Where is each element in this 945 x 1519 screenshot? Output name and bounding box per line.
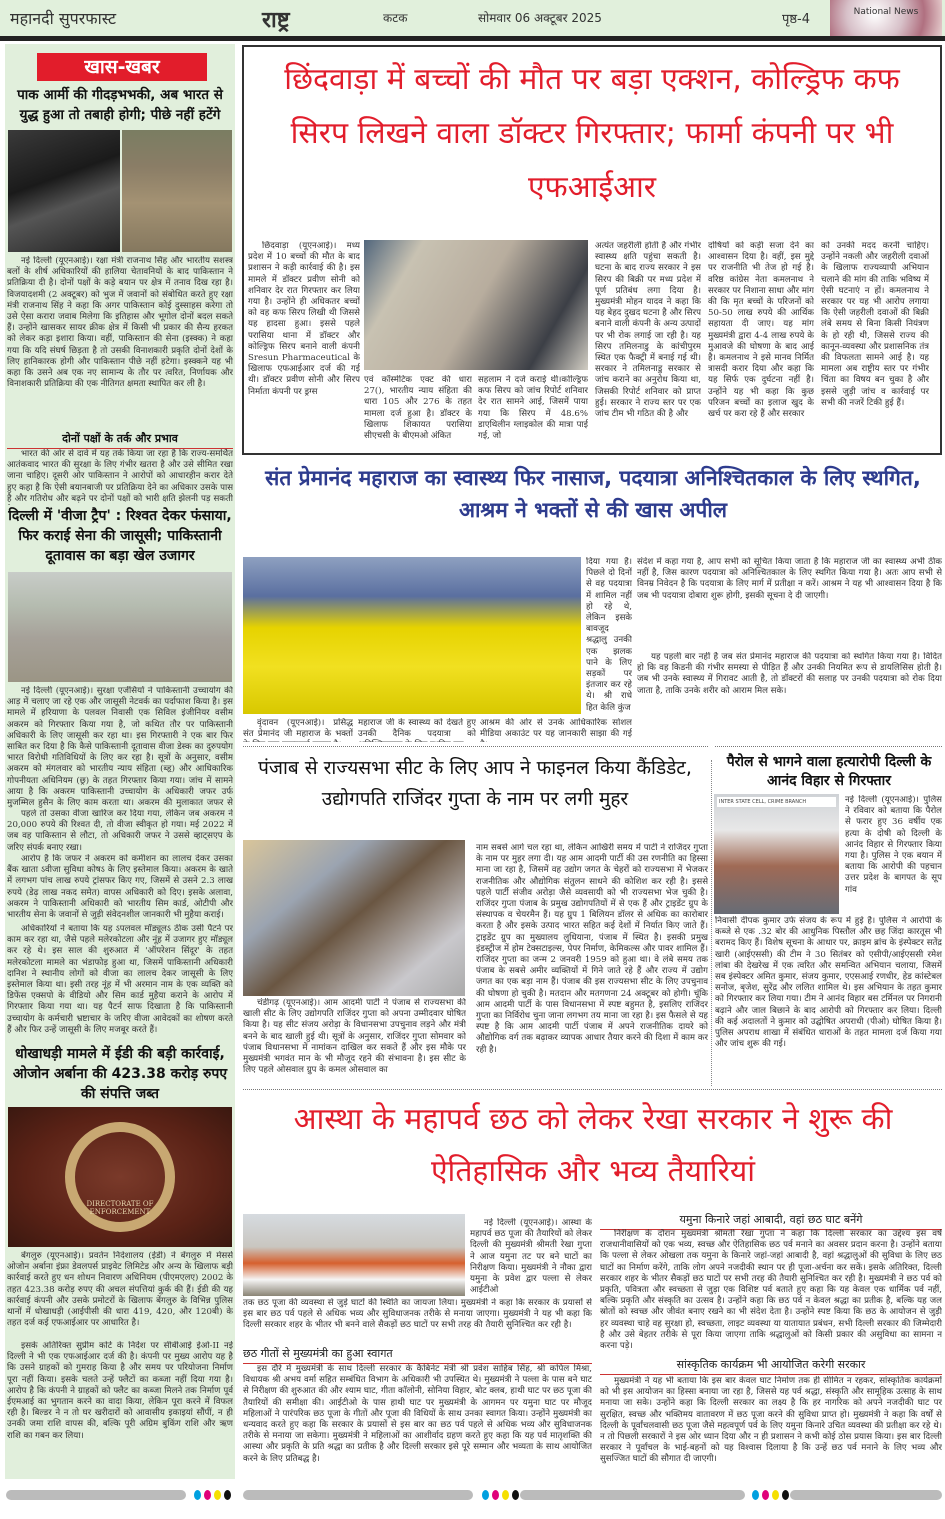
cmyk-marks [752, 1490, 789, 1500]
chhath-body3: निरीक्षण के दौरान मुख्यमंत्री श्रीमती रेखा गुप्ता ने कहा कि दिल्ली सरकार का उद्देश्य इस वर्ष राजधानीवासियों को एक भव्य, स्वच्छ और ऐतिहासिक छठ पर्व मनाने का अवसर प्रदान करना है। उन्होंने बताया कि पल्ला से लेकर ओखला तक यमुना के किनारे जहां-जहां आबादी है, वहां श्रद्धालुओं की सुविधा के लिए छठ घाटों का निर्माण करेंगे, ताकि लोग अपने नजदीकी स्थान पर ही पूजा-अर्चना कर सकें। इसके अतिरिक्त, दिल्ली सरकार शहर के भीतर सैकड़ों छठ घाटों पर सभी तरह की तैयारी सुनिश्चित कर रही है। मुख्यमंत्री ने छठ पर्व को प्रकृति, पवित्रता और स्वच्छता से जुड़ा एक विशिष्ट पर्व बताते हुए कहा कि यह केवल एक धार्मिक पर्व नहीं, बल्कि प्रकृति और संस्कृति का उत्सव है। उन्होंने कहा कि छठ पर्व न केवल श्रद्धा का प्रतीक है, बल्कि यह जल स्रोतों को स्वच्छ और जीवंत बनाए रखने का भी संदेश देता है। उन्होंने स्पष्ट किया कि छठ के आयोजन से जुड़ी हर व्यवस्था चाहे वह सुरक्षा हो, स्वच्छता, लाइट व्यवस्था या यातायात प्रबंधन, सभी दिल्ली सरकार की जिम्मेदारी है और उसे बेहतर तरीके से पूरा किया जाएगा ताकि श्रद्धालुओं को किसी प्रकार की असुविधा का सामना न करना पड़े। [600, 1229, 942, 1352]
lead-col5: दोषियों को कड़ी सजा देने का आश्वासन दिया है। वहीं, इस मुद्दे पर राजनीति भी तेज हो गई है। वरिष्ठ कांग्रेस नेता कमलनाथ ने सरकार पर निशाना साधा और मांग की कि मृत बच्चों के परिजनों को 50-50 लाख रुपये की आर्थिक सहायता दी जाए। यह मांग मुख्यमंत्री द्वारा 4-4 लाख रुपये के मुआवजे की घोषणा के बाद आई है। कमलनाथ ने इसे मानव निर्मित त्रासदी करार दिया और कहा कि यह सिर्फ एक दुर्घटना नहीं है। उन्होंने यह भी कहा कि कुछ परिजन बच्चों का इलाज खुद के खर्च पर करा रहे हैं और सरकार [708, 241, 814, 420]
masthead-divider [0, 36, 945, 41]
lead-col2: एवं कॉस्मेटिक एक्ट की धारा 27(), भारतीय न्याय संहिता की धारा 105 और 276 के तहत मामला दर्ज हुआ है। डॉक्टर के खिलाफ शिकायत परासिया सीएचसी के बीएमओ अंकित [364, 375, 472, 442]
rajnath-photo [8, 130, 120, 252]
premanand-right: संदेश में कहा गया है, आप सभी को सूचित किया जाता है कि महाराज जी का स्वास्थ्य अभी ठीक नहीं है, जिस कारण पदयात्रा को अनिश्चितकाल के लिए स्थगित किया गया है। अतः आप सभी से विनम्र निवेदन है कि पदयात्रा के लिए मार्ग में प्रतीक्षा न करें। आश्रम ने यह भी आश्वासन दिया है कि जब भी पदयात्रा दोबारा शुरू होगी, इसकी सूचना दे दी जाएगी। [637, 557, 942, 601]
chhath-body1: तक छठ पूजा की व्यवस्था से जुड़े घाटों की स्थिति का जायजा लिया। मुख्यमंत्री ने कहा कि सरकार के प्रयासों से इस बार छठ पर्व पहले से अधिक भव्य और सुविधाजनक तरीके से मनाया जाएगा। मुख्यमंत्री ने यह भी कहा कि दिल्ली सरकार शहर के भीतर भी बनने वाले सैकड़ों छठ घाटों पर सभी तरह की तैयारी सुनिश्चित कर रही है। [243, 1298, 592, 1331]
chhath-subhead3: सांस्कृतिक कार्यक्रम भी आयोजित करेगी सरकार [600, 1357, 942, 1375]
premanand-col3: आश्रम की ओर से उनके आधिकारिक सोशल मीडिया अकाउंट पर यह जानकारी साझा की गई [480, 718, 632, 740]
story3-body2: इसके अतिरिक्त सुप्रीम कोर्ट के निर्देश पर सीबीआई ईओ-II नई दिल्ली ने भी एक एफआईआर दर्ज की है। कंपनी पर मुख्य आरोप यह है कि उसने ग्राहकों को गुमराह किया है और समय पर परियोजना निर्माण पूरा नहीं किया। इसके चलते उन्हें फ्लैटों का कब्जा नहीं दिया गया है। आरोप है कि कंपनी ने ग्राहकों को फ्लैट का कब्जा मिलने तक निर्माण पूर्व ईएमआई का भुगतान करने का वादा किया, लेकिन पूरा करने में विफल रही है। बिल्डर ने न तो घर खरीदारों को आवासीय इकाइयां सौंपीं, न ही उनकी जमा राशि वापस की, बल्कि पूरी अग्रिम बुकिंग राशि और ऋण राशि का गबन कर लिया। [7, 1341, 233, 1441]
punjab-right: नाम सबसे आगे चल रहा था, लेकिन आखिरी समय में पार्टी ने राजिंदर गुप्ता के नाम पर मुहर लगा दी। यह आम आदमी पार्टी की उस रणनीति का हिस्सा माना जा रहा है, जिसमें वह उद्योग जगत के चेहरों को राज्यसभा में भेजकर राजनीतिक और औद्योगिक संतुलन साधने की कोशिश कर रही है। इससे पहले पार्टी संजीव अरोड़ा जैसे व्यवसायी को भी राज्यसभा भेज चुकी है। राजिंदर गुप्ता पंजाब के प्रमुख उद्योगपतियों में से एक हैं और ट्राइडेंट ग्रुप के संस्थापक व चेयरमैन हैं। यह ग्रुप 1 बिलियन डॉलर से अधिक का कारोबार करता है और इसके उत्पाद भारत सहित कई देशों में निर्यात किए जाते हैं। ट्राइडेंट ग्रुप का मुख्यालय लुधियाना, पंजाब में स्थित है। इसकी प्रमुख इंडस्ट्रीज में होम टेक्सटाइल्स, पेपर निर्माण, केमिकल्स और पावर शामिल हैं। राजिंदर गुप्ता का जन्म 2 जनवरी 1959 को हुआ था। वे लंबे समय तक पंजाब के सबसे अमीर व्यक्तियों में गिने जाते रहे हैं और राज्य में उद्योग जगत का एक बड़ा नाम हैं। पंजाब की इस राज्यसभा सीट के लिए उपचुनाव की घोषणा हो चुकी है। मतदान और मतगणना 24 अक्टूबर को होगी। चूंकि आम आदमी पार्टी के पास विधानसभा में स्पष्ट बहुमत है, इसलिए राजिंदर गुप्ता का निर्विरोध चुना जाना लगभग तय माना जा रहा है। इस फैसले से यह स्पष्ट है कि आम आदमी पार्टी पंजाब में अपने राजनीतिक दायरे को औद्योगिक वर्ग तक बढ़ाकर व्यापक आधार तैयार करने की दिशा में काम कर रही है। [476, 843, 708, 1055]
premanand-photo [243, 557, 581, 714]
story1-headline: पाक आर्मी की गीदड़भभकी, अब भारत से युद्ध हुआ तो तबाही होगी; पीछे नहीं हटेंगे [17, 87, 223, 123]
masthead [0, 0, 945, 36]
footer-bar [243, 1490, 473, 1500]
pak-embassy-photo [8, 572, 232, 682]
story3-body: बेंगलुरु (यूएनआई)। प्रवर्तन निदेशालय (ईडी) ने बेंगलुरु में मेसर्स ओजोन अर्बाना इंफ्रा डेवलपर्स प्राइवेट लिमिटेड और अन्य के खिलाफ बड़ी कार्रवाई करते हुए धन शोधन निवारण अधिनियम (पीएमएलए) 2002 के तहत 423.38 करोड़ रुपए की अचल संपत्तियां कुर्क की हैं। ईडी की यह कार्रवाई कंपनी और उसके प्रमोटरों के खिलाफ बेंगलुरु के विभिन्न पुलिस थानों में धोखाधड़ी (आईपीसी की धारा 419, 420, और 120बी) के तहत दर्ज कई एफआईआर पर आधारित है। [7, 1251, 233, 1329]
chhath-ghat-photo [243, 1214, 465, 1296]
chhath-body2: इस दौरे में मुख्यमंत्री के साथ दिल्ली सरकार के कैबिनेट मंत्री श्री प्रवेश साहिब सिंह, श्री कपिल मिश्रा, विधायक श्री अभय वर्मा सहित सम्बंधित विभाग के अधिकारी भी उपस्थित थे। मुख्यमंत्री ने पल्ला के पास बने घाट से निरीक्षण की शुरुआत की और श्याम घाट, गीता कॉलोनी, सोनिया विहार, बोट क्लब, हाथी घाट पर छठ पूजा की तैयारियों की समीक्षा की। आईटीओ के पास हाथी घाट पर मुख्यमंत्री के आगमन पर यमुना घाट पर मौजूद महिलाओं ने पारंपरिक छठ पूजा के गीतों और पूजा की विधियों के साथ उनका स्वागत किया। उन्होंने मुख्यमंत्री का धन्यवाद करते हुए कहा कि सरकार के प्रयासों से इस बार का छठ पर्व पहले से अधिक भव्य और सुविधाजनक तरीके से मनाया जा सकेगा। मुख्यमंत्री ने महिलाओं का आशीर्वाद ग्रहण करते हुए कहा कि यह पर्व मातृशक्ति की आस्था और प्रकृति के प्रति श्रद्धा का प्रतीक है और दिल्ली सरकार इसे पूरे सम्मान और भव्यता के साथ आयोजित करने के लिए प्रतिबद्ध है। [243, 1364, 592, 1464]
lead-col4: अत्यंत जहरीली होती है और गंभीर स्वास्थ्य क्षति पहुंचा सकती है। घटना के बाद राज्य सरकार ने इस सिरप की बिक्री पर मध्य प्रदेश में पूर्ण प्रतिबंध लगा दिया है। मुख्यमंत्री मोहन यादव ने कहा कि यह बेहद दुखद घटना है और सिरप बनाने वाली कंपनी के अन्य उत्पादों पर भी रोक लगाई जा रही है। यह सिरप तमिलनाडु के कांचीपुरम स्थित एक फैक्ट्री में बनाई गई थी। सरकार ने तमिलनाडु सरकार से जांच कराने का अनुरोध किया था, जिसकी रिपोर्ट शनिवार को प्राप्त हुई। सरकार ने राज्य स्तर पर एक जांच टीम भी गठित की है और [595, 241, 701, 420]
divider [243, 746, 708, 747]
punjab-headline: पंजाब से राज्यसभा सीट के लिए आप ने फाइनल किया कैंडिडेट, उद्योगपति राजिंदर गुप्ता के नाम पर लगी मुहर [258, 757, 692, 810]
premanand-side: दिया गया है। पिछले दो दिनों से वह पदयात्रा में शामिल नहीं हो रहे थे, लेकिन इसके बावजूद श्रद्धालु उनकी एक झलक पाने के लिए सड़कों पर इंतजार कर रहे थे। श्री राधे हित केलि कुंज [586, 557, 632, 713]
story1-body2: भारत की ओर से दावे में यह तर्क किया जा रहा है कि राज्य-समर्थित आतंकवाद भारत की सुरक्षा के लिए गंभीर खतरा है और उसे सीमित रखा जाना चाहिए। दूसरी ओर पाकिस्तान ने आरोपों को आधारहीन करार देते हुए कहा है कि ऐसी बयानबाजी पर प्रतिक्रिया देने का अधिकार उसके पास है और गतिरोध और बढ़ने पर दोनों पक्षों को भारी क्षति झेलनी पड़ सकती [7, 449, 233, 504]
story2-body3: आरोप है कि जफर ने अकरम को कमीशन का लालच देकर उसका बैंक खाता ऽवीजा सुविधा कोषऽ के लिए इस्तेमाल किया। अकरम के खाते में लगभग पांच लाख रुपये ट्रांसफर किए गए, जिसमें से उसने 2.3 लाख रुपये (डेढ़ लाख नकद समेत) वापस अधिकारी को दिए। इसके अलावा, अकरम ने पाकिस्तानी अधिकारी को भारतीय सिम कार्ड, ओटीपी और भारतीय सेना के जवानों से जुड़ी संवेदनशील जानकारी भी मुहैया कराई। [7, 854, 233, 921]
punjab-left: चंडीगढ़ (यूएनआई)। आम आदमी पार्टी ने पंजाब से राज्यसभा की खाली सीट के लिए उद्योगपति राजिंदर गुप्ता को अपना उम्मीदवार घोषित किया है। यह सीट संजय अरोड़ा के विधानसभा उपचुनाव लड़ने और मंत्री बनने के बाद खाली हुई थी। सूत्रों के अनुसार, राजिंदर गुप्ता सोमवार को पंजाब विधानसभा में नामांकन दाखिल कर सकते हैं और इस मौके पर मुख्यमंत्री भगवंत मान के भी मौजूद रहने की संभावना है। इस सीट के लिए पहले ओसवाल ग्रुप के कमल ओसवाल का [243, 998, 466, 1076]
cmyk-marks [482, 1490, 519, 1500]
story1-body: नई दिल्ली (यूएनआई)। रक्षा मंत्री राजनाथ सिंह और भारतीय सशस्त्र बलों के शीर्ष अधिकारियों की हालिया चेतावनियों के बाद पाकिस्तान ने प्रतिक्रिया दी है। दोनों पक्षों के कड़े बयान पर क्षेत्र में तनाव दिख रहा है। विजयादशमी (2 अक्टूबर) को भुज में जवानों को संबोधित करते हुए रक्षा मंत्री राजनाथ सिंह ने कहा कि अगर पाकिस्तान कोई दुस्साहस करेगा तो उसे ऐसा करारा जवाब मिलेगा कि इतिहास और भूगोल दोनों बदल सकते हैं। उन्होंने खासकर सायर क्रीक क्षेत्र में किसी भी प्रकार की सैन्य हरकत को लेकर कड़ा इशारा किया। वहीं, पाकिस्तान की सेना (इस्क्क) ने कहा गया कि यदि संघर्ष छिड़ता है तो उसकी विनाशकारी प्रकृति दोनों देशों के लिए हानिकारक होगी और पाकिस्तान पीछे नहीं हटेगा। इस्क्कने यह भी कहा कि उसने अब एक नए सामान्य के तौर पर त्वरित, निर्णायक और विनाशकारी प्रतिक्रिया की एक नीतिगत क्षमता स्थापित कर ली है। [7, 256, 233, 390]
paper-name: महानदी सुपरफास्ट [10, 9, 117, 28]
page-number: पृष्ठ-4 [782, 12, 811, 27]
lead-col6: को उनकी मदद करनी चाहिए। उन्होंने नकली और जहरीली दवाओं के खिलाफ राज्यव्यापी अभियान चलाने की मांग की ताकि भविष्य में ऐसी घटनाएं न हों। कमलनाथ ने सरकार पर यह भी आरोप लगाया कि ऐसी जहरीली दवाओं की बिक्री लंबे समय से बिना किसी नियंत्रण के हो रही थी, जिससे राज्य की कानून-व्यवस्था और प्रशासनिक तंत्र की विफलता सामने आई है। यह मामला अब राष्ट्रीय स्तर पर गंभीर चिंता का विषय बन चुका है और इससे जुड़ी जांच व कार्रवाई पर सभी की नजरें टिकी हुई हैं। [821, 241, 929, 408]
parole-headline: पैरोल से भागने वाला हत्यारोपी दिल्ली के आनंद विहार से गिरफ्तार [726, 754, 932, 789]
ed-seal-photo [8, 1107, 232, 1247]
divider [243, 1089, 942, 1090]
chhath-body4: मुख्यमंत्री ने यह भी बताया कि इस बार केवल घाट निर्माण तक ही सीमित न रहकर, सांस्कृतिक कार्यक्रमों को भी इस आयोजन का हिस्सा बनाया जा रहा है, जिससे यह पर्व श्रद्धा, संस्कृति और सामूहिक उत्साह के साथ मनाया जा सके। उन्होंने कहा कि दिल्ली सरकार का लक्ष्य है कि हर नागरिक को अपने नजदीकी घाट पर सुरक्षित, स्वच्छ और भक्तिमय वातावरण में छठ पूजा करने की सुविधा प्राप्त हो। मुख्यमंत्री ने कहा कि वर्षों से दिल्ली के पूर्वांचलवासी छठ पूजा जैसे महत्वपूर्ण पर्व के लिए यमुना किनारे उचित व्यवस्था की प्रतीक्षा कर रहे थे। न तो पिछली सरकारों ने इस ओर ध्यान दिया और न ही प्रशासन ने कभी कोई ठोस प्रयास किया। इस बार दिल्ली सरकार ने पूर्वांचल के भाई-बहनों को यह विश्वास दिलाया है कि उन्हें छठ पर्व मनाने के लिए भव्य और सुसज्जित घाटों की सौगात दी जाएगी। [600, 1376, 942, 1465]
story3-headline: धोखाधड़ी मामले में ईडी की बड़ी कार्रवाई, ओजोन अर्बाना की 423.38 करोड़ रुपए की संपत्ति जब्त [12, 1046, 228, 1102]
city-label: कटक [383, 11, 408, 25]
cmyk-marks [194, 1490, 231, 1500]
story2-body4: अधिकारियों ने बताया कि यह ऽपलवल मॉड्यूलऽ ठीक उसी पैटर्न पर काम कर रहा था, जैसे पहले मलेरकोटला और नूंह में उजागर हुए मॉड्यूल कर रहे थे। इस साल की शुरुआत में 'ऑपरेशन सिंदूर' के तहत मलेरकोटला मामले का भंडाफोड़ हुआ था, जिसमें पाकिस्तानी अधिकारी दानिश ने स्थानीय लोगों को वीजा का लालच देकर जासूसी के लिए इस्तेमाल किया था। इसी तरह नूंह में भी अरमान नाम के एक व्यक्ति को डिफेंस एक्सपो के वीडियो और सिम कार्ड मुहैया कराने के आरोप में गिरफ्तार किया गया था। यह पैटर्न साफ दिखाता है कि पाकिस्तानी उच्चायोग के कर्मचारी भ्रष्टाचार के जरिए वीजा आवेदकों का शोषण करते हैं और फिर उन्हें जासूसी के लिए मजबूर करते हैं। [7, 924, 233, 1035]
parole-side: नई दिल्ली (यूएनआई)। पुलिस ने रविवार को बताया कि पैरोल से फरार हुए 36 वर्षीय एक हत्या के दोषी को दिल्ली के आनंद विहार से गिरफ्तार किया गया है। पुलिस ने एक बयान में बताया कि आरोपी की पहचान उत्तर प्रदेश के बागपत के सूप गांव [845, 795, 942, 895]
premanand-col1: वृंदावन (यूएनआई)। प्रसिद्ध संत प्रेमानंद जी महाराज के भक्तों [243, 718, 353, 740]
rajinder-gupta-photo [243, 840, 465, 996]
lead-col1: छिंदवाड़ा (यूएनआई)। मध्य प्रदेश में 10 बच्चों की मौत के बाद प्रशासन ने कड़ी कार्रवाई की है। इस मामले में डॉक्टर प्रवीण सोनी को शनिवार देर रात गिरफ्तार कर लिया गया है। उन्होंने ही अधिकतर बच्चों को वह कफ सिरप लिखी थी जिससे यह हादसा हुआ। इससे पहले परासिया थाना में डॉक्टर और कोल्ड्रिफ सिरप बनाने वाली कंपनी Sresun Pharmaceutical के खिलाफ एफआईआर दर्ज की गई थी। डॉक्टर प्रवीण सोनी और सिरप निर्माता कंपनी पर ड्रग्स [248, 241, 360, 397]
crime-branch-sign: INTER STATE CELL, CRIME BRANCH [717, 797, 836, 807]
crime-branch-photo [714, 794, 839, 914]
chhath-side: नई दिल्ली (यूएनआई)। आस्था के महापर्व छठ पूजा की तैयारियों को लेकर दिल्ली की मुख्यमंत्री श्रीमती रेखा गुप्ता ने आज यमुना तट पर बने घाटों का निरीक्षण किया। मुख्यमंत्री ने नौका द्वारा यमुना के प्रवेश द्वार पल्ला से लेकर आईटीओ [470, 1218, 592, 1296]
divider [711, 760, 712, 1086]
section-title: राष्ट्र [262, 8, 290, 33]
story2-body2: पहले तो उसका वीजा खारिज कर दिया गया, लेकिन जब अकरम ने 20,000 रुपये की रिश्वत दी, तो वीजा स्वीकृत हो गया। मई 2022 में जब वह पाकिस्तान से लौटा, तो अधिकारी जफर ने उससे व्हाट्सएप के जरिए संपर्क बनाए रखा। [7, 809, 233, 853]
footer-bar [520, 1490, 745, 1500]
divider [715, 746, 942, 747]
footer-bar-left [6, 1490, 186, 1500]
story2-body: नई दिल्ली (यूएनआई)। सुरक्षा एजेंसियों ने पाकिस्तानी उच्चायोग की आड़ में चलाए जा रहे एक और जासूसी नेटवर्क का पर्दाफाश किया है। इस मामले में हरियाणा के पलवल निवासी एक सिविल इंजीनियर वसीम अकरम को गिरफ्तार किया गया है, जो कथित तौर पर पाकिस्तानी अधिकारी के लिए जासूसी कर रहा था। इस गिरफ्तारी ने एक बार फिर साबित कर दिया है कि कैसे पाकिस्तानी दूतावास वीजा डेस्क का दुरुपयोग भारत विरोधी गतिविधियों के लिए कर रहा है। सूत्रों के अनुसार, वसीम अकरम को मंगलवार को भारतीय न्याय संहिता (ब्हृ) और आधिकारिक गोपनीयता अधिनियम (छ्र) के तहत गिरफ्तार किया गया। जांच में सामने आया है कि अकरम पाकिस्तानी उच्चायोग के अधिकारी जफर उर्फ मुजम्मिल हुसैन के लिए काम करता था। अकरम की मुलाकात जफर से [7, 686, 233, 808]
lead-headline: छिंदवाड़ा में बच्चों की मौत पर बड़ा एक्शन, कोल्ड्रिफ कफ सिरप लिखने वाला डॉक्टर गिरफ्तार; फार्मा कंपनी पर भी एफआईआर [284, 62, 900, 205]
parole-body: निवासी दीपक कुमार उर्फ संजय के रूप में हुई है। पुलिस ने आरोपी के कब्जे से एक .32 बोर की आधुनिक पिस्तौल और छह जिंदा कारतूस भी बरामद किए हैं। विशेष सूचना के आधार पर, क्राइम ब्रांच के इंस्पेक्टर सतेंद्र खारी (आईएससी) की टीम ने 30 सितंबर को एसीपी/आईएससी रमेश लांबा की देखरेख में एक त्वरित और समन्वित अभियान चलाया, जिसमें सब इंस्पेक्टर अमित कुमार, संजय कुमार, एएसआई रणधीर, हेड कांस्टेबल सनोज, बृजेश, सुरेंद्र और ललित शामिल थे। इस अभियान के तहत कुमार को गिरफ्तार कर लिया गया। टीम ने आनंद विहार बस टर्मिनल पर निगरानी बढ़ाने और जाल बिछाने के बाद आरोपी को गिरफ्तार कर लिया। दिल्ली की कई अदालतों ने कुमार को उद्घोषित अपराधी (पीओ) घोषित किया है। पुलिस अपराध शाखा में संबंधित धाराओं के तहत मामला दर्ज किया गया और जांच शुरू की गई। [715, 916, 942, 1050]
premanand-col2: महाराज जी के स्वास्थ्य को देखते हुए उनकी दैनिक पदयात्रा को [358, 718, 476, 740]
national-news-logo: National News [830, 0, 942, 36]
ed-seal: DIRECTORATE OF ENFORCEMENT [65, 1122, 175, 1232]
doctor-photo [364, 240, 588, 370]
pak-army-photo [122, 130, 232, 252]
lead-col3: सहलाम ने दर्ज कराई थी।कोल्ड्रिफ कफ सिरप को जांच रिपोर्ट शनिवार देर रात सामने आई, जिसमें पाया गया कि सिरप में 48.6% डाएथिलीन ग्लाइकोल की मात्रा पाई गई, जो [478, 375, 588, 442]
story2-headline: दिल्ली में 'वीजा ट्रैप' : रिश्वत देकर फंसाया, फिर कराई सेना की जासूसी; पाकिस्तानी दूतावास का बड़ा खेल उजागर [8, 508, 232, 564]
premanand-right2: यह पहली बार नहीं है जब संत प्रेमानंद महाराज की पदयात्रा को स्थगित किया गया है। विदित हो कि वह किडनी की गंभीर समस्या से पीड़ित हैं और उनकी नियमित रूप से डायलिसिस होती है। जब भी उनके स्वास्थ्य में गिरावट आती है, तो डॉक्टरों की सलाह पर उनकी पदयात्रा को रोक दिया जाता है, ताकि उनके शरीर को आराम मिल सके। [637, 652, 942, 696]
footer-bar [790, 1490, 942, 1500]
chhath-subhead2: यमुना किनारे जहां आबादी, वहां छठ घाट बनेंगे [600, 1212, 942, 1230]
lead-story-box [242, 45, 942, 455]
khas-khabar-banner: खास-खबर [37, 53, 207, 81]
story1-subhead: दोनों पक्षों के तर्क और प्रभाव [7, 431, 233, 449]
chhath-headline: आस्था के महापर्व छठ को लेकर रेखा सरकार ने शुरू की ऐतिहासिक और भव्य तैयारियां [293, 1102, 893, 1189]
left-column-khas-khabar [5, 44, 235, 1479]
premanand-headline: संत प्रेमानंद महाराज का स्वास्थ्य फिर नासाज, पदयात्रा अनिश्चितकाल के लिए स्थगित, आश्रम ने भक्तों से की खास अपील [265, 466, 921, 522]
date-label: सोमवार 06 अक्टूबर 2025 [478, 11, 602, 25]
chhath-subhead1: छठ गीतों से मुख्यमंत्री का हुआ स्वागत [243, 1346, 592, 1364]
